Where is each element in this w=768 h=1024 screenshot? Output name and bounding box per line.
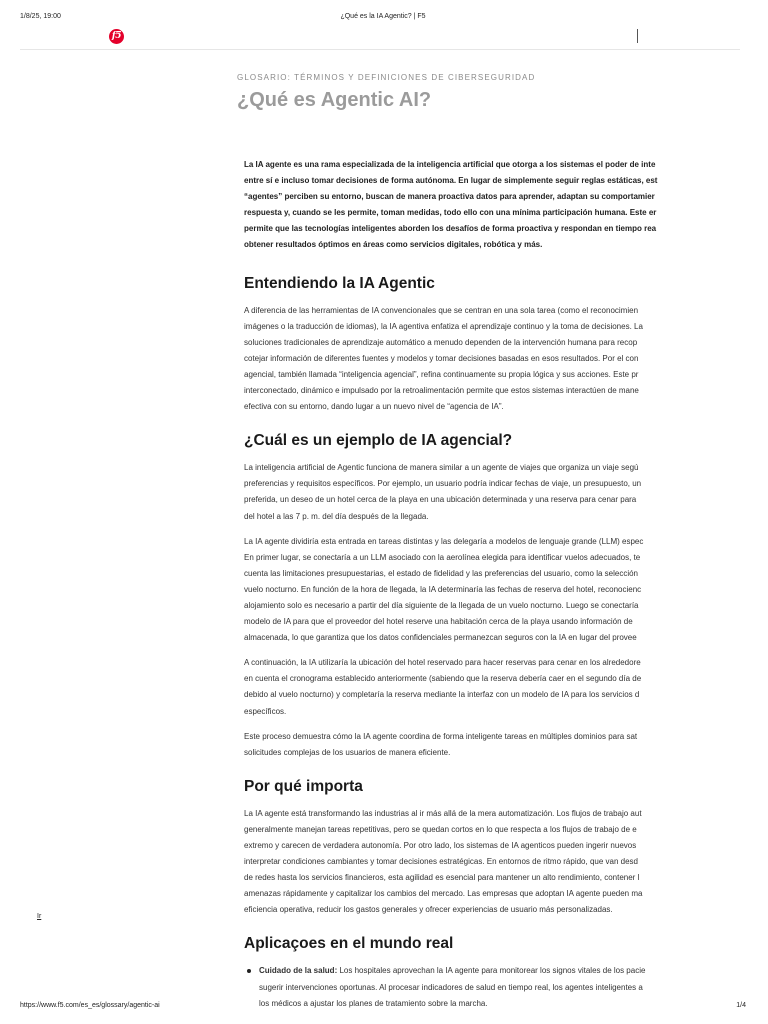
list-item-label: Cuidado de la salud: — [259, 966, 338, 976]
paragraph-line: extremo y carecen de verdadera autonomía. Por otro lado, los sistemas de IA agenticos pueden ingerir nuevos — [244, 841, 637, 850]
page-title: ¿Qué es Agentic AI? — [237, 89, 432, 111]
intro-line: respuesta y, cuando se les permite, toman medidas, todo ello con una mínima participación humana. Este er — [244, 208, 657, 218]
section-heading-why-it-matters: Por qué importa — [244, 777, 363, 795]
paragraph-line: soluciones tradicionales de aprendizaje automático a menudo dependen de la intervención humana para recop — [244, 337, 638, 347]
paragraph-line: cotejar información de diferentes fuentes y modelos y tomar decisiones basadas en esos resultados. Por el con — [244, 353, 639, 363]
paragraph-line: eficiencia operativa, reducir los gastos generales y ofrecer experiencias de usuario más personalizadas. — [244, 905, 613, 915]
paragraph-line: solicitudes complejas de los usuarios de manera eficiente. — [244, 747, 451, 757]
paragraph-line: interconectado, dinámico e impulsado por la retroalimentación permite que estos sistemas interactúen de mane — [244, 386, 639, 396]
paragraph-line: amenazas rápidamente y capitalizar los cambios del mercado. Las empresas que adoptan IA agente pueden ma — [244, 889, 643, 899]
paragraph-line: interpretar condiciones cambiantes y tomar decisiones estratégicas. En entornos de ritmo rápido, que van desd — [244, 857, 638, 867]
paragraph-line: preferencias y requisitos específicos. Por ejemplo, un usuario podría indicar fechas de viaje, un presupuesto, un — [244, 479, 642, 489]
section-paragraph — [244, 806, 768, 919]
intro-paragraph — [244, 157, 768, 254]
paragraph-line: modelo de IA para que el proveedor del hotel reserve una habitación cerca de la playa usando información de — [244, 617, 633, 627]
paragraph-line: La inteligencia artificial de Agentic funciona de manera similar a un agente de viajes que organiza un viaje segú — [244, 463, 639, 473]
paragraph-line: generalmente manejan tareas repetitivas, pero se quedan cortos en lo que respecta a los flujos de trabajo de e — [244, 824, 637, 834]
paragraph-line: alojamiento solo es necesario a partir del día siguiente de la llegada de un vuelo nocturno. Luego se conectaría — [244, 600, 639, 610]
paragraph-line: almacenada, lo que garantiza que los datos confidenciales permanezcan seguros con la IA en lugar del provee — [244, 633, 637, 643]
paragraph-line: A diferencia de las herramientas de IA convencionales que se centran en una sola tarea (como el reconocimien — [244, 305, 639, 315]
site-header — [20, 27, 740, 50]
glossary-eyebrow[interactable]: GLOSARIO: TÉRMINOS Y DEFINICIONES DE CIBERSEGURIDAD — [237, 73, 536, 82]
section-paragraph — [244, 303, 768, 416]
header-divider — [637, 29, 638, 43]
section-paragraph — [244, 655, 768, 719]
paragraph-line: A continuación, la IA utilizaría la ubicación del hotel reservado para hacer reservas para cenar en los alrededore — [244, 658, 641, 668]
print-page-title: ¿Qué es la IA Agentic? | F5 — [340, 13, 426, 20]
intro-line: permite que las tecnologías inteligentes aborden los desafíos de forma proactiva y respondan en tiempo rea — [244, 224, 657, 234]
paragraph-line: sugerir intervenciones oportunas. Al procesar indicadores de salud en tiempo real, los agentes inteligentes a — [259, 982, 643, 992]
paragraph-line: cuenta las limitaciones presupuestarias, el estado de fidelidad y las preferencias del usuario, como la selección — [244, 568, 638, 578]
paragraph-line: del hotel a las 7 p. m. del día después de la llegada. — [244, 511, 429, 521]
intro-line: entre sí e incluso tomar decisiones de forma autónoma. En lugar de simplemente seguir reglas estáticas, est — [244, 176, 658, 186]
f5-logo-icon[interactable]: f5 — [109, 29, 124, 44]
paragraph-line: efectiva con su entorno, dando lugar a un nuevo nivel de “agencia de IA”. — [244, 402, 504, 412]
paragraph-line: vuelo nocturno. En función de la hora de llegada, la IA determinaría las fechas de reserva del hotel, reconocienc — [244, 584, 642, 594]
print-datetime: 1/8/25, 19:00 — [20, 13, 61, 20]
intro-line: obtener resultados óptimos en áreas como servicios digitales, robótica y más. — [244, 240, 543, 250]
print-page-number: 1/4 — [736, 1002, 746, 1009]
section-heading-understanding: Entendiendo la IA Agentic — [244, 274, 435, 292]
paragraph-line: Los hospitales aprovechan la IA agente para monitorear los signos vitales de los pacie — [339, 966, 646, 976]
print-header — [20, 13, 746, 25]
paragraph-line: específicos. — [244, 706, 287, 716]
paragraph-line: de redes hasta los servicios financieros, esta agilidad es esencial para mantener un alto rendimiento, contener l — [244, 873, 640, 883]
intro-line: “agentes” perciben su entorno, buscan de manera proactiva datos para aprender, adaptan su comportamier — [244, 192, 655, 202]
section-paragraph — [244, 534, 768, 647]
paragraph-line: En primer lugar, se conectaría a un LLM asociado con la aerolínea elegida para identificar vuelos adecuados, te — [244, 552, 641, 562]
print-url: https://www.f5.com/es_es/glossary/agentic-ai — [20, 1002, 160, 1009]
side-link[interactable]: Ir — [37, 913, 42, 920]
paragraph-line: Este proceso demuestra cómo la IA agente coordina de forma inteligente tareas en múltiples dominios para sat — [244, 731, 638, 741]
section-heading-applications: Aplicaçoes en el mundo real — [244, 935, 454, 953]
print-footer — [20, 1002, 746, 1012]
article-body — [244, 157, 768, 1012]
paragraph-line: La IA agente dividiría esta entrada en tareas distintas y las delegaría a modelos de lenguaje grande (LLM) espec — [244, 536, 644, 546]
paragraph-line: en cuenta el cronograma establecido anteriormente (sabiendo que la reserva debería caer en el segundo día de — [244, 674, 642, 684]
paragraph-line: agencial, también llamada “inteligencia agencial”, refina continuamente su propia lógica y sus acciones. Este pr — [244, 369, 639, 379]
paragraph-line: La IA agente está transformando las industrias al ir más allá de la mera automatización. Los flujos de trabajo aut — [244, 808, 642, 818]
paragraph-line: preferida, un deseo de un hotel cerca de la playa en una ubicación determinada y una reserva para cenar para — [244, 495, 637, 505]
paragraph-line: imágenes o la traducción de idiomas), la IA agentiva enfatiza el aprendizaje continuo y la toma de decisiones. La — [244, 321, 643, 331]
section-paragraph — [244, 460, 768, 524]
section-paragraph — [244, 729, 768, 761]
section-heading-example: ¿Cuál es un ejemplo de IA agencial? — [244, 432, 513, 450]
paragraph-line: los médicos a ajustar los planes de tratamiento sobre la marcha. — [259, 998, 488, 1008]
paragraph-line: debido al vuelo nocturno) y completaría la reserva mediante la interfaz con un modelo de IA para los servicios d — [244, 690, 640, 700]
intro-line: La IA agente es una rama especializada de la inteligencia artificial que otorga a los sistemas el poder de inte — [244, 160, 656, 169]
